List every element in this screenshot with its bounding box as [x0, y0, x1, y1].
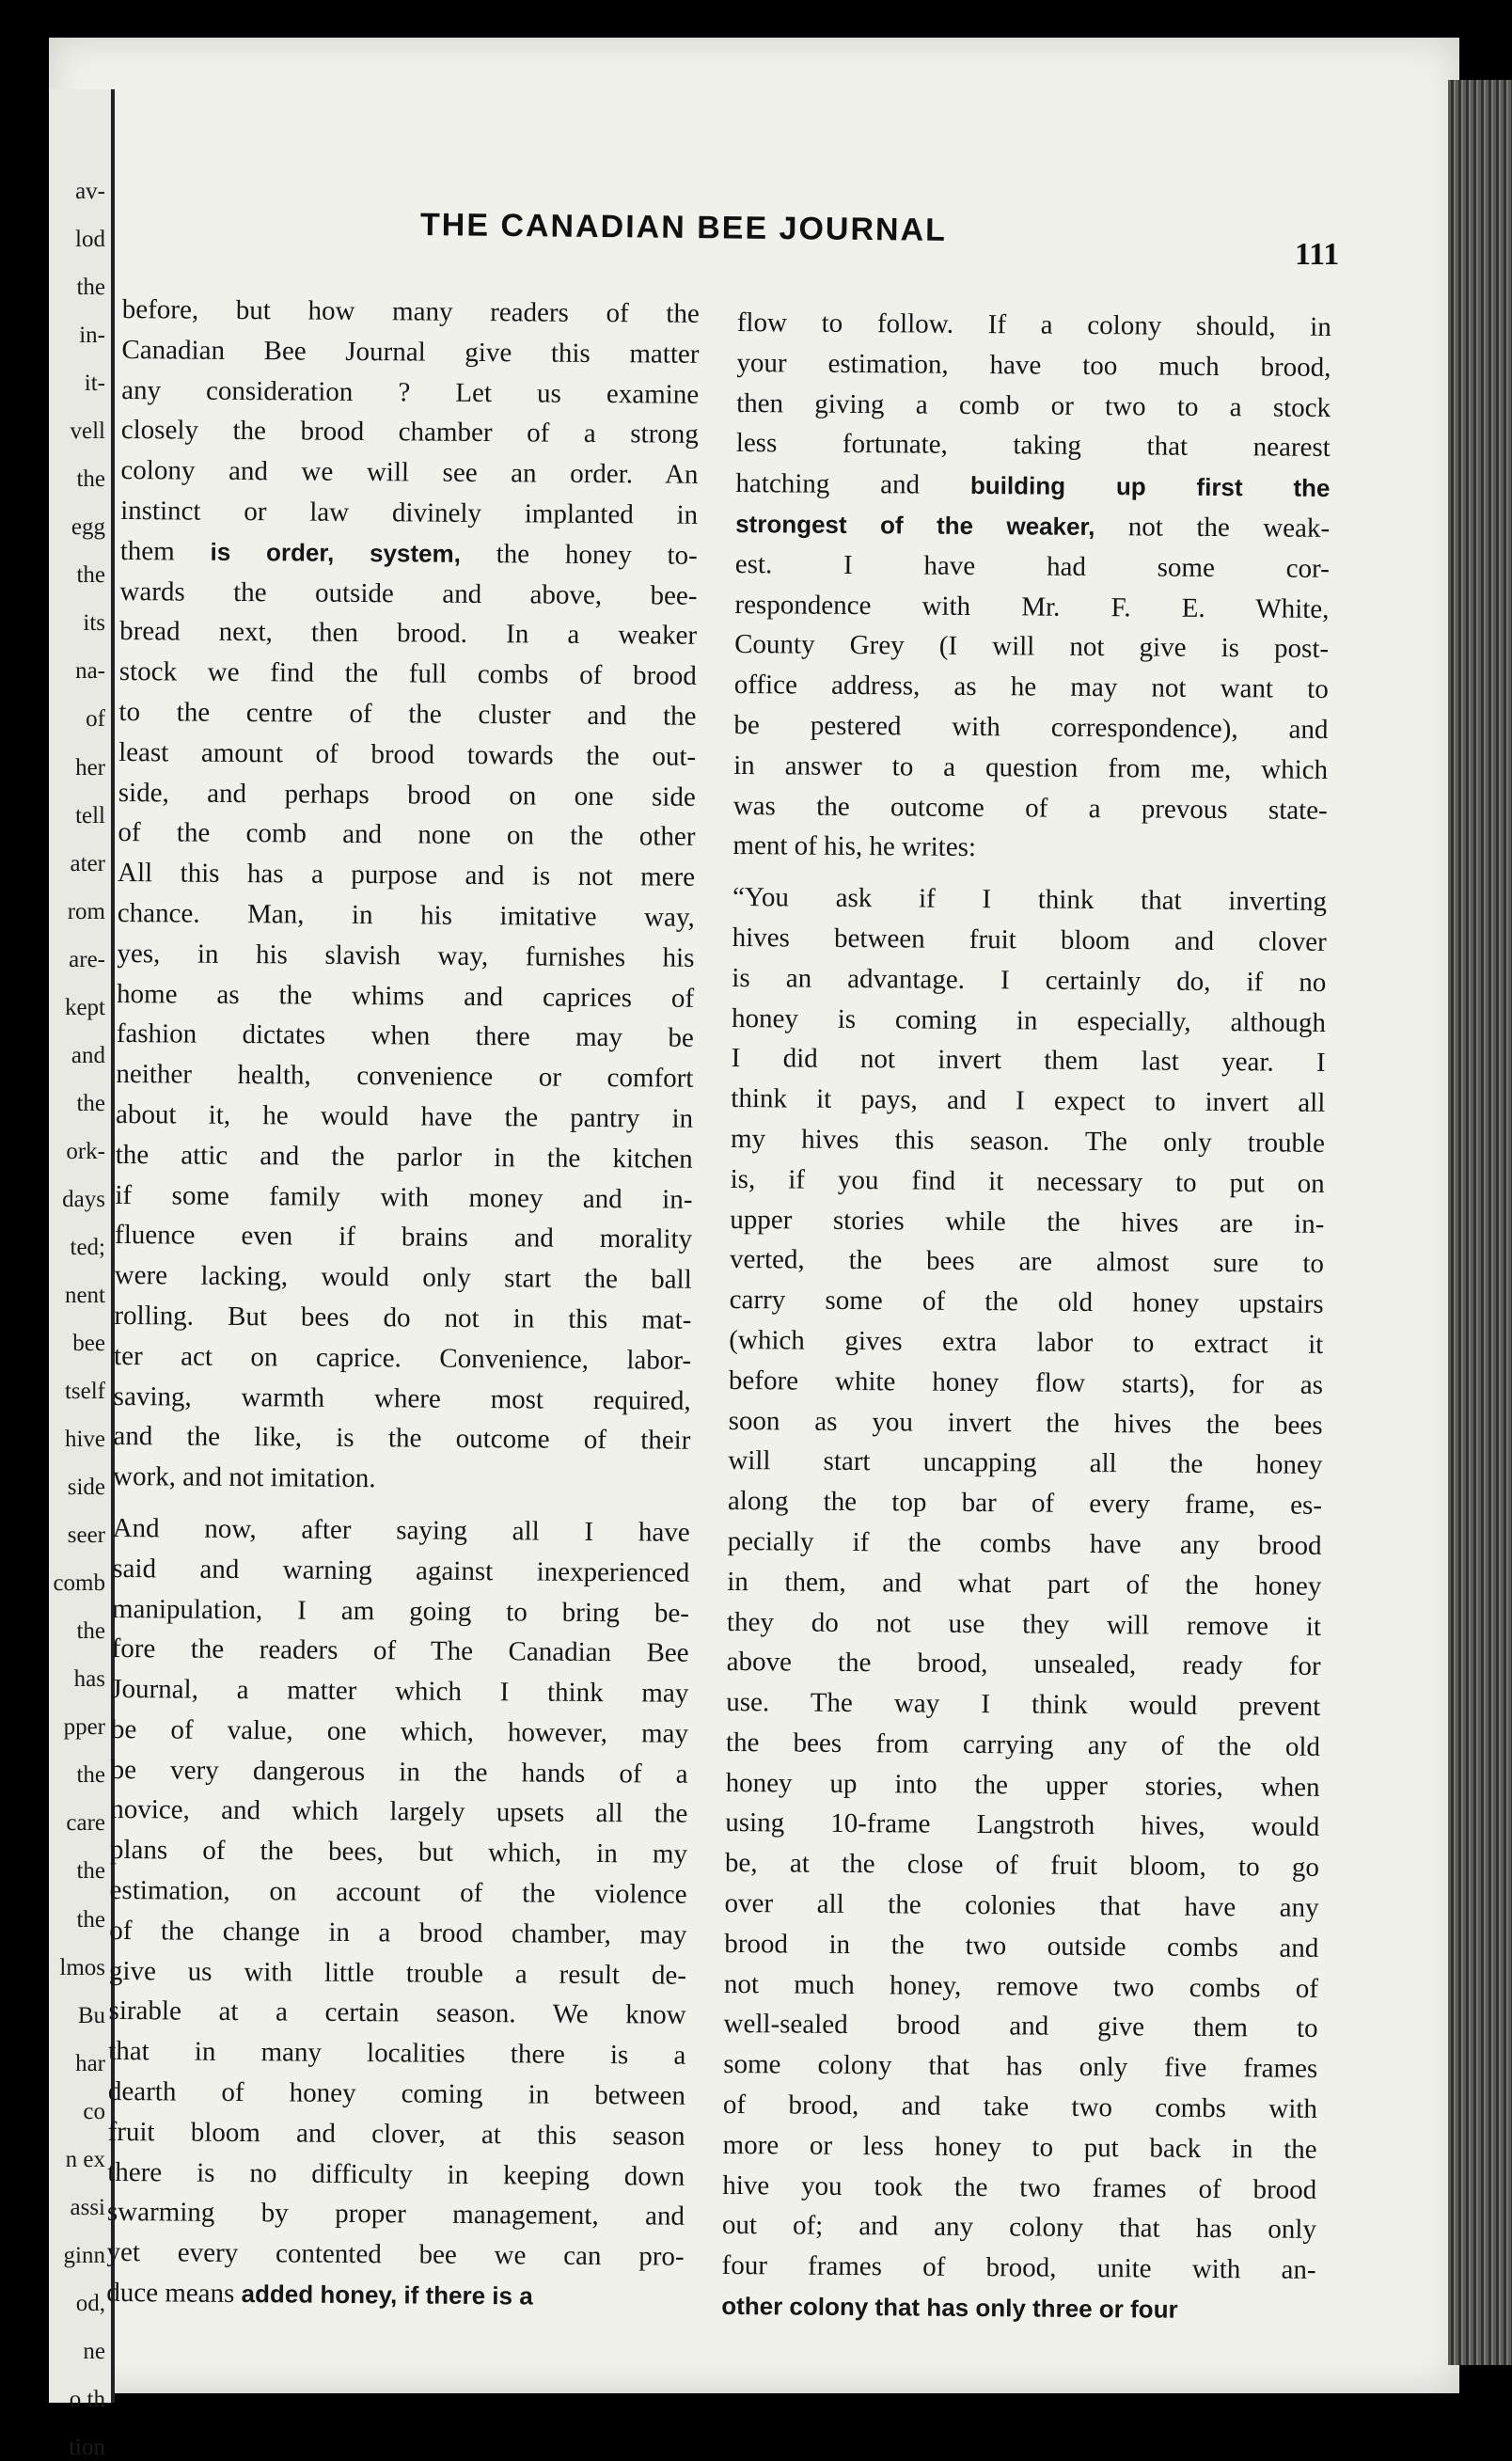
- text-line: [726, 1723, 1320, 1768]
- line-text: said and warning against inexperienced: [112, 1553, 690, 1588]
- line-text: of brood, and take two combs with: [722, 2090, 1318, 2124]
- line-text: verted, the bees are almost sure to: [729, 1244, 1325, 1280]
- adjacent-page-fragment: tself: [64, 1379, 105, 1405]
- text-line: [735, 464, 1330, 509]
- text-line: [110, 1830, 687, 1875]
- line-text: duce means: [106, 2277, 242, 2310]
- line-text: honey up into the upper stories, when: [725, 1767, 1320, 1803]
- line-text: not much honey, remove two combs of: [723, 1968, 1319, 2004]
- text-line: [723, 2004, 1317, 2049]
- text-line: [733, 746, 1328, 791]
- line-text: office address, as he may not want to: [733, 670, 1329, 705]
- text-line: [118, 893, 695, 939]
- line-text: in answer to a question from me, which: [733, 749, 1329, 785]
- text-line: [119, 611, 697, 656]
- line-text: them: [119, 535, 211, 567]
- line-text: some colony that has only five frames: [723, 2049, 1318, 2085]
- text-line: [119, 572, 697, 617]
- adjacent-page-fragment: hive: [64, 1427, 105, 1453]
- line-text: is, if you find it necessary to put on: [730, 1163, 1325, 1199]
- adjacent-page-fragment: ted;: [70, 1234, 105, 1260]
- text-line: [112, 1588, 689, 1633]
- text-line: [112, 1508, 689, 1554]
- text-line: [727, 1562, 1321, 1607]
- line-text: (which gives extra labor to extract it: [729, 1324, 1324, 1360]
- bold-phrase: other colony that has only three or four: [721, 2291, 1178, 2324]
- text-line: [736, 423, 1331, 468]
- text-line: [730, 1200, 1324, 1245]
- line-text: the honey to-: [460, 538, 698, 571]
- adjacent-page-fragment: av-: [75, 179, 105, 204]
- text-line: [731, 1119, 1325, 1164]
- line-text: the bees from carrying any of the old: [725, 1727, 1321, 1762]
- line-text: chance. Man, in his imitative way,: [117, 897, 695, 933]
- adjacent-page-fragment: comb: [53, 1570, 105, 1597]
- line-text: novice, and which largely upsets all the: [110, 1794, 688, 1830]
- line-text: plans of the bees, but which, in my: [109, 1835, 688, 1870]
- adjacent-page-fragment: her: [75, 754, 105, 781]
- text-line: [732, 1038, 1326, 1083]
- adjacent-page-fragment: ater: [70, 850, 105, 876]
- line-text: estimation, on account of the violence: [109, 1875, 687, 1910]
- text-line: [109, 1870, 686, 1916]
- text-line: [726, 1642, 1320, 1687]
- bold-phrase: strongest of the weaker,: [735, 509, 1095, 541]
- text-line: [725, 1843, 1319, 1888]
- text-line: [734, 624, 1329, 670]
- adjacent-page-fragment: ginn: [63, 2242, 105, 2268]
- adjacent-page-fragment: side: [67, 1475, 105, 1501]
- line-text: not the weak-: [1095, 511, 1331, 544]
- line-text: think it pays, and I expect to invert all: [731, 1083, 1326, 1119]
- text-line: [732, 826, 1327, 871]
- line-text: less fortunate, taking that nearest: [735, 428, 1331, 464]
- adjacent-page-fragment: co: [83, 2098, 105, 2124]
- adjacent-page-fragment: the: [76, 466, 105, 493]
- line-text: out of; and any colony that has only: [721, 2210, 1317, 2246]
- line-text: that in many localities there is a: [108, 2036, 686, 2072]
- adjacent-page-fragment: vell: [70, 418, 105, 445]
- text-line: [734, 585, 1329, 630]
- text-line: [112, 1549, 689, 1594]
- line-text: before, but how many readers of the: [121, 293, 700, 329]
- line-text: dearth of honey coming in between: [107, 2076, 686, 2111]
- line-text: I did not invert them last year. I: [731, 1043, 1326, 1079]
- text-line: [730, 1239, 1324, 1285]
- adjacent-page-edge: [49, 89, 115, 2460]
- line-text: four frames of brood, unite with an-: [721, 2250, 1316, 2286]
- text-line: [732, 958, 1326, 1003]
- text-line: [727, 1522, 1321, 1567]
- text-line: [117, 1014, 694, 1059]
- text-line: [116, 1135, 693, 1180]
- text-line: [732, 918, 1327, 963]
- adjacent-page-fragment: of: [86, 706, 105, 733]
- text-line: [118, 853, 695, 898]
- text-line: [121, 330, 699, 375]
- text-line: [114, 1296, 691, 1341]
- text-line: [733, 705, 1328, 750]
- text-line: [111, 1629, 688, 1674]
- text-line: [106, 2232, 684, 2278]
- text-line: [110, 1750, 687, 1795]
- text-line: [107, 2153, 685, 2198]
- running-head: THE CANADIAN BEE JOURNAL: [419, 207, 948, 248]
- line-text: be, at the close of fruit bloom, to go: [724, 1848, 1320, 1884]
- line-text: well-sealed brood and give them to: [723, 2009, 1318, 2044]
- text-line: [119, 652, 697, 697]
- line-text: County Grey (I will not give is post-: [734, 629, 1330, 665]
- line-text: will start uncapping all the honey: [728, 1445, 1323, 1481]
- line-text: And now, after saying all I have: [112, 1512, 690, 1548]
- line-text: colony and we will see an order. An: [120, 455, 699, 491]
- text-line: [721, 2286, 1315, 2331]
- bold-phrase: added honey, if there is a: [241, 2280, 533, 2311]
- line-text: fluence even if brains and morality: [114, 1220, 693, 1255]
- text-line: [106, 2273, 684, 2318]
- text-line: [108, 1991, 685, 2036]
- line-text: be very dangerous in the hands of a: [110, 1754, 688, 1790]
- text-line: [107, 2192, 685, 2237]
- right-column-text: [721, 303, 1331, 2331]
- text-line: [730, 1280, 1324, 1325]
- line-text: along the top bar of every frame, es-: [727, 1486, 1323, 1522]
- adjacent-page-fragment: nent: [64, 1282, 105, 1308]
- line-text: fruit bloom and clover, at this season: [107, 2116, 685, 2152]
- adjacent-page-fragment: Bu: [77, 2002, 105, 2028]
- adjacent-page-fragment: pper: [63, 1714, 105, 1741]
- line-text: side, and perhaps brood on one side: [118, 777, 696, 812]
- line-text: be pestered with correspondence), and: [733, 709, 1329, 745]
- line-text: my hives this season. The only trouble: [730, 1123, 1326, 1159]
- text-line: [728, 1481, 1322, 1526]
- adjacent-page-fragment: bee: [72, 1331, 105, 1356]
- text-line: [115, 1175, 692, 1221]
- bold-phrase: building up first the: [969, 471, 1331, 503]
- book-page-stack: [1448, 80, 1512, 2365]
- line-text: Journal, a matter which I think may: [111, 1674, 689, 1709]
- line-text: give us with little trouble a result de-: [108, 1955, 687, 1991]
- line-text: home as the whims and caprices of: [116, 978, 695, 1014]
- text-line: [737, 303, 1331, 348]
- adjacent-page-fragment: tell: [75, 802, 105, 828]
- text-line: [734, 665, 1329, 710]
- line-text: be of value, one which, however, may: [110, 1713, 689, 1749]
- line-text: closely the brood chamber of a strong: [120, 415, 699, 450]
- text-line: [113, 1457, 690, 1502]
- line-text: ment of his, he writes:: [732, 830, 977, 863]
- line-text: is an advantage. I certainly do, if no: [732, 962, 1327, 998]
- text-line: [118, 773, 696, 818]
- text-line: [120, 450, 698, 496]
- text-line: [726, 1682, 1320, 1727]
- text-line: [732, 877, 1327, 923]
- line-text: to the centre of the cluster and the: [118, 696, 697, 732]
- line-text: est. I have had some cor-: [734, 548, 1330, 584]
- text-line: [117, 974, 694, 1019]
- text-line: [736, 384, 1331, 429]
- adjacent-page-fragment: lmos: [59, 1954, 105, 1980]
- adjacent-page-fragment: and: [71, 1042, 105, 1068]
- line-text: yes, in his slavish way, furnishes his: [117, 938, 695, 973]
- text-line: [117, 934, 694, 979]
- text-line: [729, 1320, 1323, 1365]
- line-text: was the outcome of a prevous state-: [732, 790, 1328, 826]
- line-text: Canadian Bee Journal give this matter: [121, 334, 700, 370]
- adjacent-page-fragment: the: [76, 1090, 105, 1116]
- adjacent-page-fragment: seer: [67, 1522, 105, 1549]
- text-line: [724, 1884, 1318, 1929]
- text-line: [723, 2085, 1317, 2130]
- adjacent-page-fragment: has: [73, 1666, 105, 1693]
- adjacent-page-fragment: od,: [75, 2290, 105, 2316]
- line-text: if some family with money and in-: [115, 1179, 693, 1215]
- adjacent-page-fragment: assi: [70, 2194, 105, 2220]
- line-text: they do not use they will remove it: [726, 1606, 1322, 1642]
- line-text: least amount of brood towards the out-: [118, 736, 697, 772]
- adjacent-page-fragment: the: [76, 562, 105, 589]
- adjacent-page-fragment: the: [76, 1906, 105, 1933]
- text-line: [109, 1951, 686, 1996]
- adjacent-page-fragment: it-: [84, 371, 105, 397]
- adjacent-page-fragment: lod: [75, 227, 105, 253]
- line-text: using 10-frame Langstroth hives, would: [725, 1807, 1320, 1843]
- line-text: yet every contented bee we can pro-: [106, 2237, 685, 2273]
- text-line: [108, 2031, 685, 2076]
- line-text: fore the readers of The Canadian Bee: [111, 1633, 689, 1669]
- line-text: and the like, is the outcome of their: [113, 1421, 691, 1457]
- line-text: were lacking, would only start the ball: [114, 1260, 692, 1295]
- text-line: [109, 1911, 686, 1956]
- text-line: [731, 1160, 1325, 1205]
- adjacent-page-fragment: are-: [69, 946, 105, 972]
- line-text: any consideration ? Let us examine: [121, 374, 700, 410]
- line-text: the attic and the parlor in the kitchen: [115, 1139, 693, 1175]
- text-line: [724, 1964, 1318, 2010]
- text-line: [121, 371, 699, 416]
- text-line: [722, 2205, 1316, 2250]
- adjacent-page-fragment: tion: [69, 2434, 105, 2460]
- document-page: [49, 38, 1459, 2460]
- line-text: flow to follow. If a colony should, in: [736, 307, 1331, 342]
- text-line: [118, 733, 696, 778]
- text-line: [735, 544, 1330, 590]
- text-line: [118, 812, 695, 858]
- text-line: [725, 1763, 1319, 1808]
- adjacent-page-fragment: ork-: [66, 1138, 105, 1164]
- adjacent-page-fragment: ne: [83, 2338, 105, 2364]
- text-line: [735, 504, 1330, 549]
- line-text: respondence with Mr. F. E. White,: [734, 589, 1330, 624]
- line-text: hatching and: [735, 468, 971, 501]
- text-line: [120, 531, 698, 576]
- line-text: All this has a purpose and is not mere: [118, 858, 696, 892]
- line-text: before white honey flow starts), for as: [728, 1365, 1324, 1400]
- adjacent-page-fragment: the: [76, 275, 105, 301]
- text-line: [722, 2166, 1316, 2211]
- line-text: carry some of the old honey upstairs: [729, 1285, 1324, 1320]
- adjacent-page-fragment: n ex: [65, 2146, 105, 2172]
- adjacent-page-fragment: care: [66, 1810, 105, 1837]
- line-text: about it, he would have the pantry in: [115, 1098, 694, 1134]
- text-line: [732, 999, 1326, 1044]
- text-line: [120, 491, 698, 536]
- line-text: above the brood, unsealed, ready for: [726, 1647, 1321, 1682]
- line-text: wards the outside and above, bee-: [119, 576, 698, 611]
- line-text: honey is coming in especially, although: [731, 1002, 1327, 1038]
- adjacent-page-fragment: o th: [69, 2386, 105, 2412]
- bold-phrase: is order, system,: [210, 537, 462, 568]
- text-line: [118, 692, 696, 737]
- text-line: [108, 2072, 685, 2117]
- line-text: “You ask if I think that inverting: [732, 882, 1328, 918]
- text-line: [114, 1376, 691, 1421]
- text-line: [736, 343, 1331, 388]
- adjacent-page-fragment: na-: [75, 658, 105, 685]
- line-text: there is no difficulty in keeping down: [107, 2156, 685, 2192]
- line-text: of the change in a brood chamber, may: [109, 1915, 687, 1950]
- text-line: [110, 1790, 687, 1835]
- line-text: swarming by proper management, and: [106, 2197, 685, 2232]
- text-line: [723, 2044, 1317, 2090]
- text-line: [111, 1710, 688, 1755]
- line-text: of the comb and none on the other: [118, 817, 696, 853]
- text-line: [111, 1669, 688, 1714]
- adjacent-page-fragment: egg: [71, 514, 105, 541]
- page-number: 111: [1295, 237, 1340, 272]
- line-text: in them, and what part of the honey: [727, 1566, 1322, 1601]
- text-line: [728, 1400, 1322, 1445]
- line-text: work, and not imitation.: [112, 1461, 376, 1494]
- adjacent-page-fragment: days: [62, 1186, 105, 1212]
- line-text: use. The way I think would prevent: [726, 1687, 1321, 1723]
- line-text: over all the colonies that have any: [724, 1888, 1319, 1923]
- adjacent-page-fragment: kept: [64, 994, 105, 1020]
- line-text: hive you took the two frames of brood: [722, 2169, 1317, 2205]
- adjacent-page-fragment: the: [76, 1858, 105, 1885]
- adjacent-page-fragment: its: [83, 610, 105, 637]
- line-text: stock we find the full combs of brood: [118, 656, 697, 691]
- text-line: [727, 1601, 1321, 1647]
- text-line: [115, 1215, 692, 1260]
- text-line: [107, 2112, 685, 2157]
- text-line: [121, 410, 699, 455]
- line-text: manipulation, I am going to bring be-: [111, 1593, 690, 1629]
- line-text: sirable at a certain season. We know: [108, 1996, 686, 2031]
- line-text: more or less honey to put back in the: [722, 2129, 1317, 2165]
- line-text: rolling. But bees do not in this mat-: [114, 1300, 692, 1335]
- text-line: [113, 1416, 690, 1461]
- text-line: [721, 2246, 1315, 2291]
- line-text: soon as you invert the hives the bees: [728, 1405, 1323, 1441]
- line-text: neither health, convenience or comfort: [116, 1059, 694, 1094]
- text-line: [116, 1054, 693, 1099]
- line-text: then giving a comb or two to a stock: [736, 387, 1331, 423]
- adjacent-page-fragment: rom: [67, 898, 105, 924]
- text-line: [114, 1336, 691, 1381]
- line-text: bread next, then brood. In a weaker: [119, 616, 698, 652]
- adjacent-page-fragment: the: [76, 1762, 105, 1789]
- line-text: hives between fruit bloom and clover: [732, 922, 1327, 957]
- line-text: upper stories while the hives are in-: [730, 1204, 1325, 1239]
- text-line: [724, 1924, 1318, 1969]
- line-text: instinct or law divinely implanted in: [120, 495, 699, 530]
- left-column-text: [106, 290, 700, 2318]
- text-line: [116, 1095, 693, 1140]
- text-line: [115, 1255, 692, 1301]
- line-text: your estimation, have too much brood,: [736, 347, 1331, 383]
- text-line: [733, 786, 1328, 831]
- adjacent-page-fragment: the: [76, 1618, 105, 1645]
- text-line: [725, 1803, 1319, 1848]
- line-text: ter act on caprice. Convenience, labor-: [113, 1340, 692, 1376]
- text-line: [731, 1079, 1325, 1124]
- adjacent-page-fragment: in-: [79, 323, 105, 349]
- line-text: fashion dictates when there may be: [116, 1018, 694, 1054]
- text-line: [729, 1361, 1323, 1406]
- text-line: [122, 290, 700, 335]
- text-line: [722, 2125, 1316, 2170]
- adjacent-page-fragment: har: [75, 2050, 105, 2076]
- line-text: saving, warmth where most required,: [113, 1380, 691, 1416]
- line-text: brood in the two outside combs and: [724, 1928, 1319, 1964]
- text-line: [728, 1441, 1322, 1486]
- line-text: pecially if the combs have any brood: [727, 1525, 1322, 1561]
